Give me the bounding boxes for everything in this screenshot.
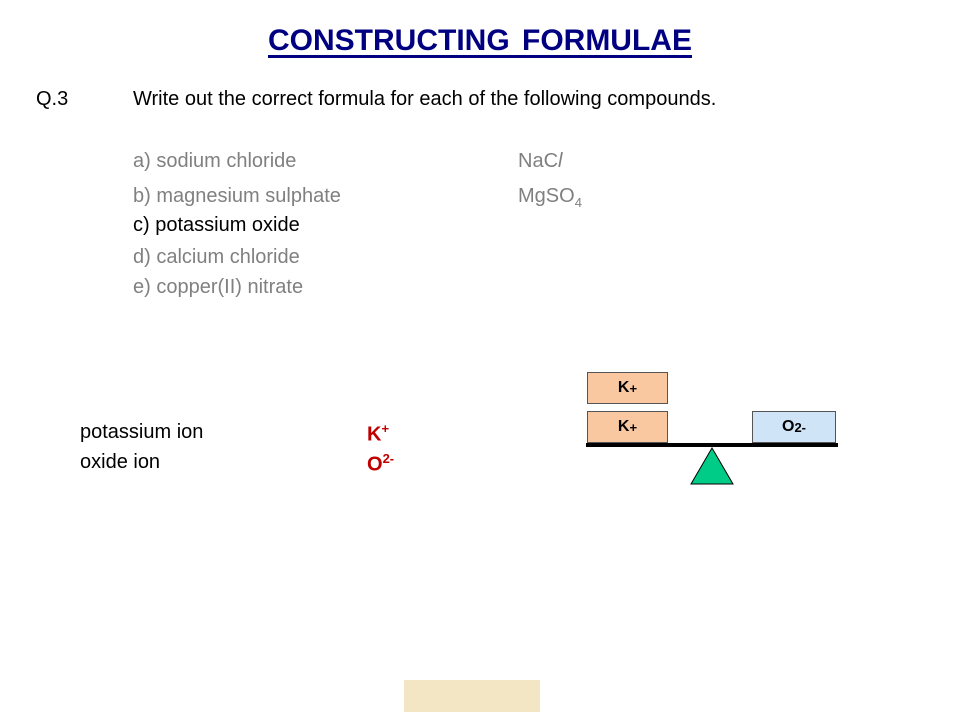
potassium-ion-label: potassium ion bbox=[80, 421, 204, 443]
potassium-box-bottom: K + bbox=[587, 411, 668, 443]
potassium-box-top: K + bbox=[587, 372, 668, 404]
question-text: Write out the correct formula for each of the following compounds. bbox=[133, 88, 717, 110]
page-title: CONSTRUCTING FORMULAE bbox=[268, 24, 692, 57]
oxide-ion-label: oxide ion bbox=[80, 451, 161, 473]
question-number: Q.3 bbox=[36, 88, 69, 110]
oxide-ion-symbol: $O^{2-}$ bbox=[367, 451, 395, 476]
oxide-box: O 2- bbox=[752, 411, 836, 443]
footer-box bbox=[404, 680, 540, 712]
item-a: a) sodium chloride bbox=[133, 150, 297, 172]
item-b: b) magnesium sulphate bbox=[133, 185, 341, 207]
item-e: e) copper(II) nitrate bbox=[133, 276, 304, 298]
potassium-ion-symbol: K+ bbox=[367, 421, 390, 446]
item-d: d) calcium chloride bbox=[133, 246, 300, 268]
answer-a: NaCl bbox=[518, 150, 563, 172]
answer-b: MgSO$_4$ bbox=[518, 185, 582, 210]
fulcrum-triangle-icon bbox=[690, 447, 734, 485]
item-c: c) potassium oxide bbox=[133, 214, 300, 236]
